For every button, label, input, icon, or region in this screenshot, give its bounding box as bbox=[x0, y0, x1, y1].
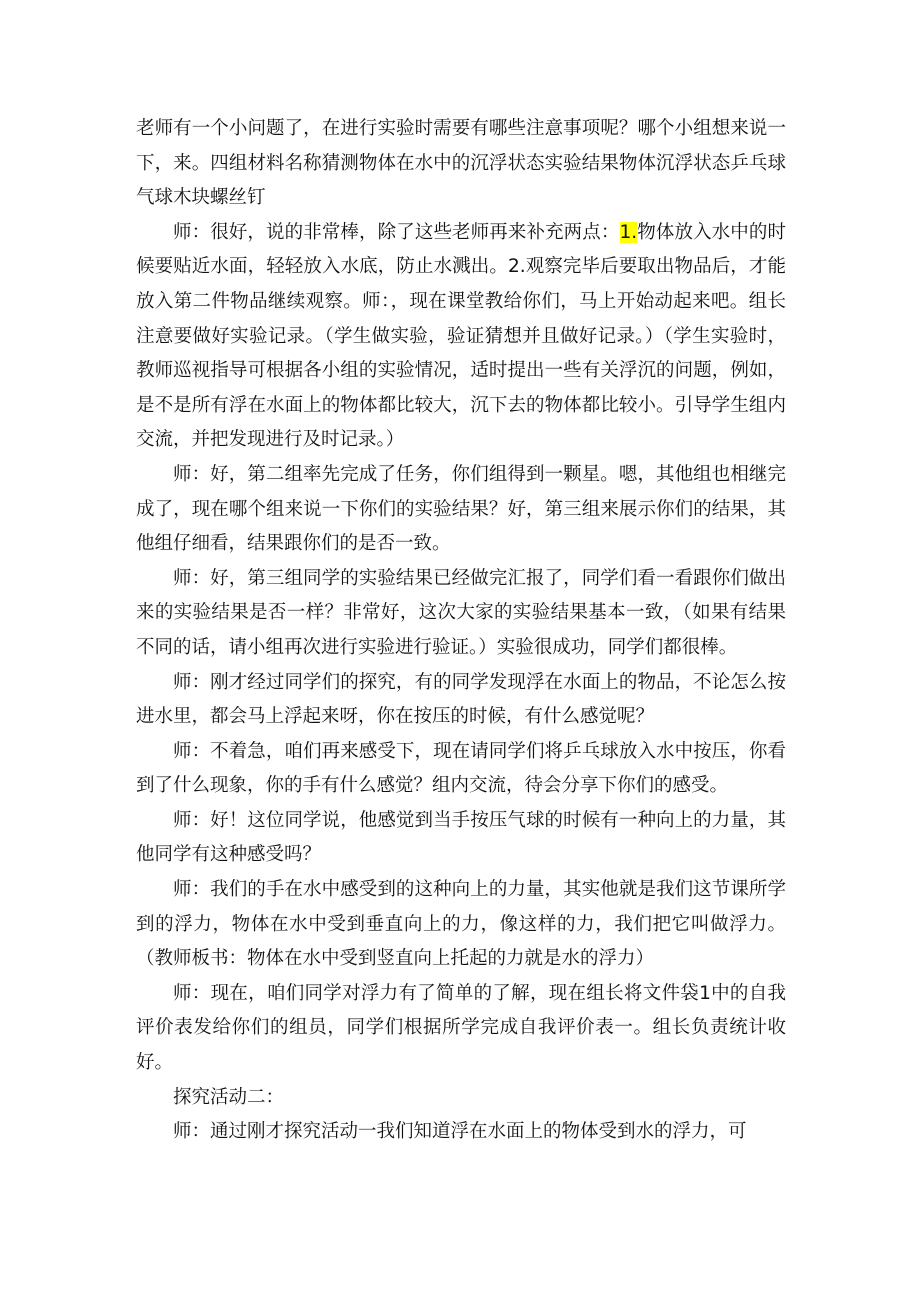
paragraph-3: 师：好，第二组率先完成了任务，你们组得到一颗星。嗯，其他组也相继完成了，现在哪个组来说一下你们的实验结果？好，第三组来展示你们的结果，其他组仔细看，结果跟你们的是否一致。 bbox=[136, 463, 786, 555]
document-body bbox=[136, 112, 786, 1150]
paragraph-2-rest: 物体放入水中的时候要贴近水面，轻轻放入水底，防止水溅出。2.观察完毕后要取出物品后，才能放入第二件物品继续观察。师：，现在课堂教给你们，马上开始动起来吧。组长注意要做好实验记录。（学生做实验，验证猜想并且做好记录。）（学生实验时，教师巡视指导可根据各小组的实验情况，适时提出一些有关浮沉的问题，例如，是不是所有浮在水面上的物体都比较大，沉下去的物体都比较小。引导学生组内交流，并把发现进行及时记录。） bbox=[136, 221, 786, 451]
paragraph-2-lead: 师：很好，说的非常棒，除了这些老师再来补充两点： bbox=[173, 221, 620, 243]
paragraph-1: 老师有一个小问题了，在进行实验时需要有哪些注意事项呢？哪个小组想来说一下，来。四组材料名称猜测物体在水中的沉浮状态实验结果物体沉浮状态乒乓球气球木块螺丝钉 bbox=[136, 118, 786, 209]
paragraph-7: 师：好！这位同学说，他感觉到当手按压气球的时候有一种向上的力量，其他同学有这种感受吗？ bbox=[136, 809, 786, 866]
paragraph-9: 师：现在，咱们同学对浮力有了简单的了解，现在组长将文件袋1中的自我评价表发给你们的组员，同学们根据所学完成自我评价表一。组长负责统计收好。 bbox=[136, 982, 786, 1074]
paragraph-6: 师：不着急，咱们再来感受下，现在请同学们将乒乓球放入水中按压，你看到了什么现象，你的手有什么感觉？组内交流，待会分享下你们的感受。 bbox=[136, 740, 786, 797]
highlighted-number: 1. bbox=[619, 221, 638, 243]
paragraph-11: 师：通过刚才探究活动一我们知道浮在水面上的物体受到水的浮力，可 bbox=[173, 1121, 747, 1143]
paragraph-2 bbox=[136, 216, 786, 458]
section-heading-activity-2: 探究活动二： bbox=[173, 1086, 285, 1108]
paragraph-8: 师：我们的手在水中感受到的这种向上的力量，其实他就是我们这节课所学到的浮力，物体在水中受到垂直向上的力，像这样的力，我们把它叫做浮力。（教师板书：物体在水中受到竖直向上托起的力就是水的浮力） bbox=[136, 879, 786, 970]
paragraph-4: 师：好，第三组同学的实验结果已经做完汇报了，同学们看一看跟你们做出来的实验结果是否一样？非常好，这次大家的实验结果基本一致，（如果有结果不同的话，请小组再次进行实验进行验证。）实验很成功，同学们都很棒。 bbox=[136, 567, 786, 658]
paragraph-5: 师：刚才经过同学们的探究，有的同学发现浮在水面上的物品，不论怎么按进水里，都会马上浮起来呀，你在按压的时候，有什么感觉呢？ bbox=[136, 671, 786, 728]
